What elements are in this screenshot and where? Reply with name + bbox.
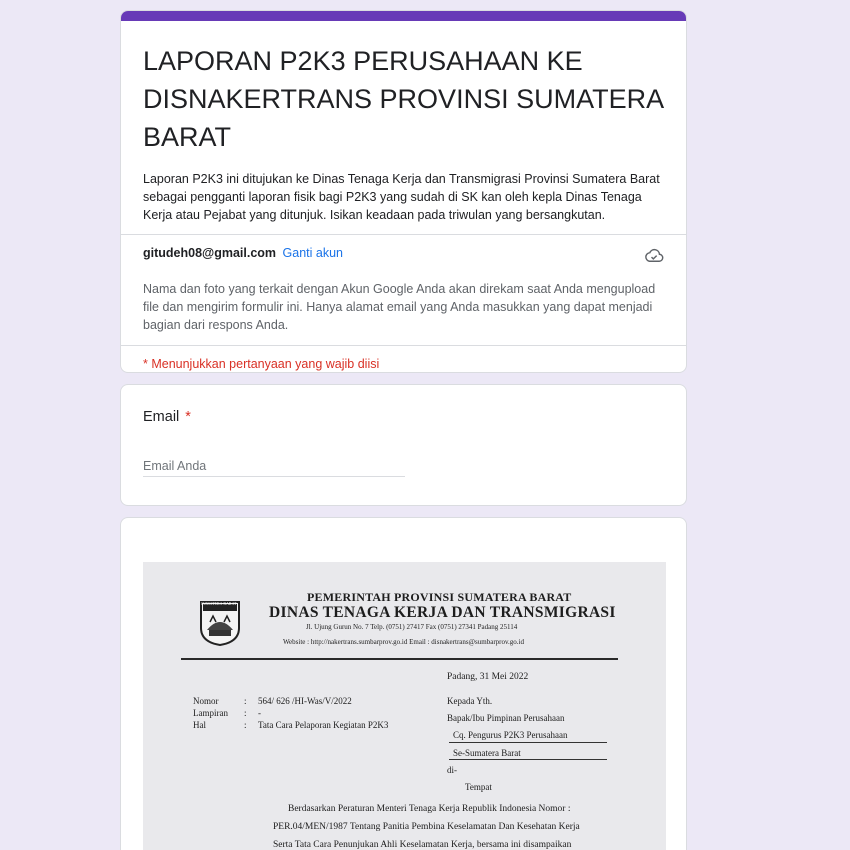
recipient-line-3: Cq. Pengurus P2K3 Perusahaan <box>453 730 568 740</box>
nomor-colon: : <box>244 696 247 706</box>
letter-body-line-2: PER.04/MEN/1987 Tentang Panitia Pembina Keselamatan Dan Kesehatan Kerja <box>273 822 580 832</box>
required-note: * Menunjukkan pertanyaan yang wajib diisi <box>143 357 380 371</box>
letter-image-card <box>120 517 687 850</box>
letter-government-heading: PEMERINTAH PROVINSI SUMATERA BARAT <box>307 590 572 604</box>
hal-colon: : <box>244 720 247 730</box>
letter-image <box>143 562 666 850</box>
lampiran-colon: : <box>244 708 247 718</box>
province-seal-icon <box>199 600 241 646</box>
recipient-line-4: Se-Sumatera Barat <box>453 748 521 758</box>
nomor-value: 564/ 626 /HI-Was/V/2022 <box>258 696 352 706</box>
required-asterisk: * <box>185 409 191 425</box>
email-input[interactable] <box>143 455 405 477</box>
privacy-note: Nama dan foto yang terkait dengan Akun Google Anda akan direkam saat Anda mengupload file dan mengirim formulir ini. Hanya alamat email yang Anda masukkan yang dapat menjadi bagian dari respons Anda. <box>143 282 656 332</box>
letterhead-rule <box>181 658 618 660</box>
email-question-card <box>120 384 687 506</box>
recipient-underline <box>449 742 607 743</box>
letter-website: Website : http://nakertrans.sumbarprov.go.id Email : disnakertrans@sumbarprov.go.id <box>283 638 524 646</box>
form-description: Laporan P2K3 ini ditujukan ke Dinas Tenaga Kerja dan Transmigrasi Provinsi Sumatera Barat sebagai pengganti laporan fisik bagi P2K3 yang sudah di SK kan oleh kepla Dinas Tenaga Kerja atau Pejabat yang ditunjuk. Isikan keadaan pada triwulan yang bersangkutan. <box>143 172 660 222</box>
hal-label: Hal <box>193 720 206 730</box>
seal-text: SUMATERA BARAT <box>201 601 237 606</box>
email-question-title <box>121 385 686 425</box>
email-question-label: Email <box>143 409 180 425</box>
lampiran-label: Lampiran <box>193 708 228 718</box>
account-row <box>121 235 686 271</box>
recipient-line-2: Bapak/Ibu Pimpinan Perusahaan <box>447 713 565 723</box>
lampiran-value: - <box>258 708 261 718</box>
letter-body-line-3: Serta Tata Cara Penunjukan Ahli Keselamatan Kerja, bersama ini disampaikan <box>273 840 572 850</box>
letter-agency-heading: DINAS TENAGA KERJA DAN TRANSMIGRASI <box>269 604 616 621</box>
switch-account-link[interactable]: Ganti akun <box>282 246 343 260</box>
cloud-saved-icon[interactable] <box>644 247 664 263</box>
letter-address: Jl. Ujung Gurun No. 7 Telp. (0751) 27417 Fax (0751) 27341 Padang 25114 <box>306 623 518 631</box>
letter-body-line-1: Berdasarkan Peraturan Menteri Tenaga Kerja Republik Indonesia Nomor : <box>288 804 571 814</box>
recipient-line-5: di- <box>447 765 457 775</box>
form-header-card <box>120 10 687 373</box>
recipient-line-6: Tempat <box>465 782 492 792</box>
hal-value: Tata Cara Pelaporan Kegiatan P2K3 <box>258 720 389 730</box>
account-email: gitudeh08@gmail.com <box>143 246 277 260</box>
letter-date: Padang, 31 Mei 2022 <box>447 672 529 682</box>
recipient-underline <box>449 759 607 760</box>
nomor-label: Nomor <box>193 696 219 706</box>
accent-bar <box>121 11 686 21</box>
form-title: LAPORAN P2K3 PERUSAHAAN KE DISNAKERTRANS PROVINSI SUMATERA BARAT <box>143 46 663 152</box>
recipient-line-1: Kepada Yth. <box>447 696 493 706</box>
